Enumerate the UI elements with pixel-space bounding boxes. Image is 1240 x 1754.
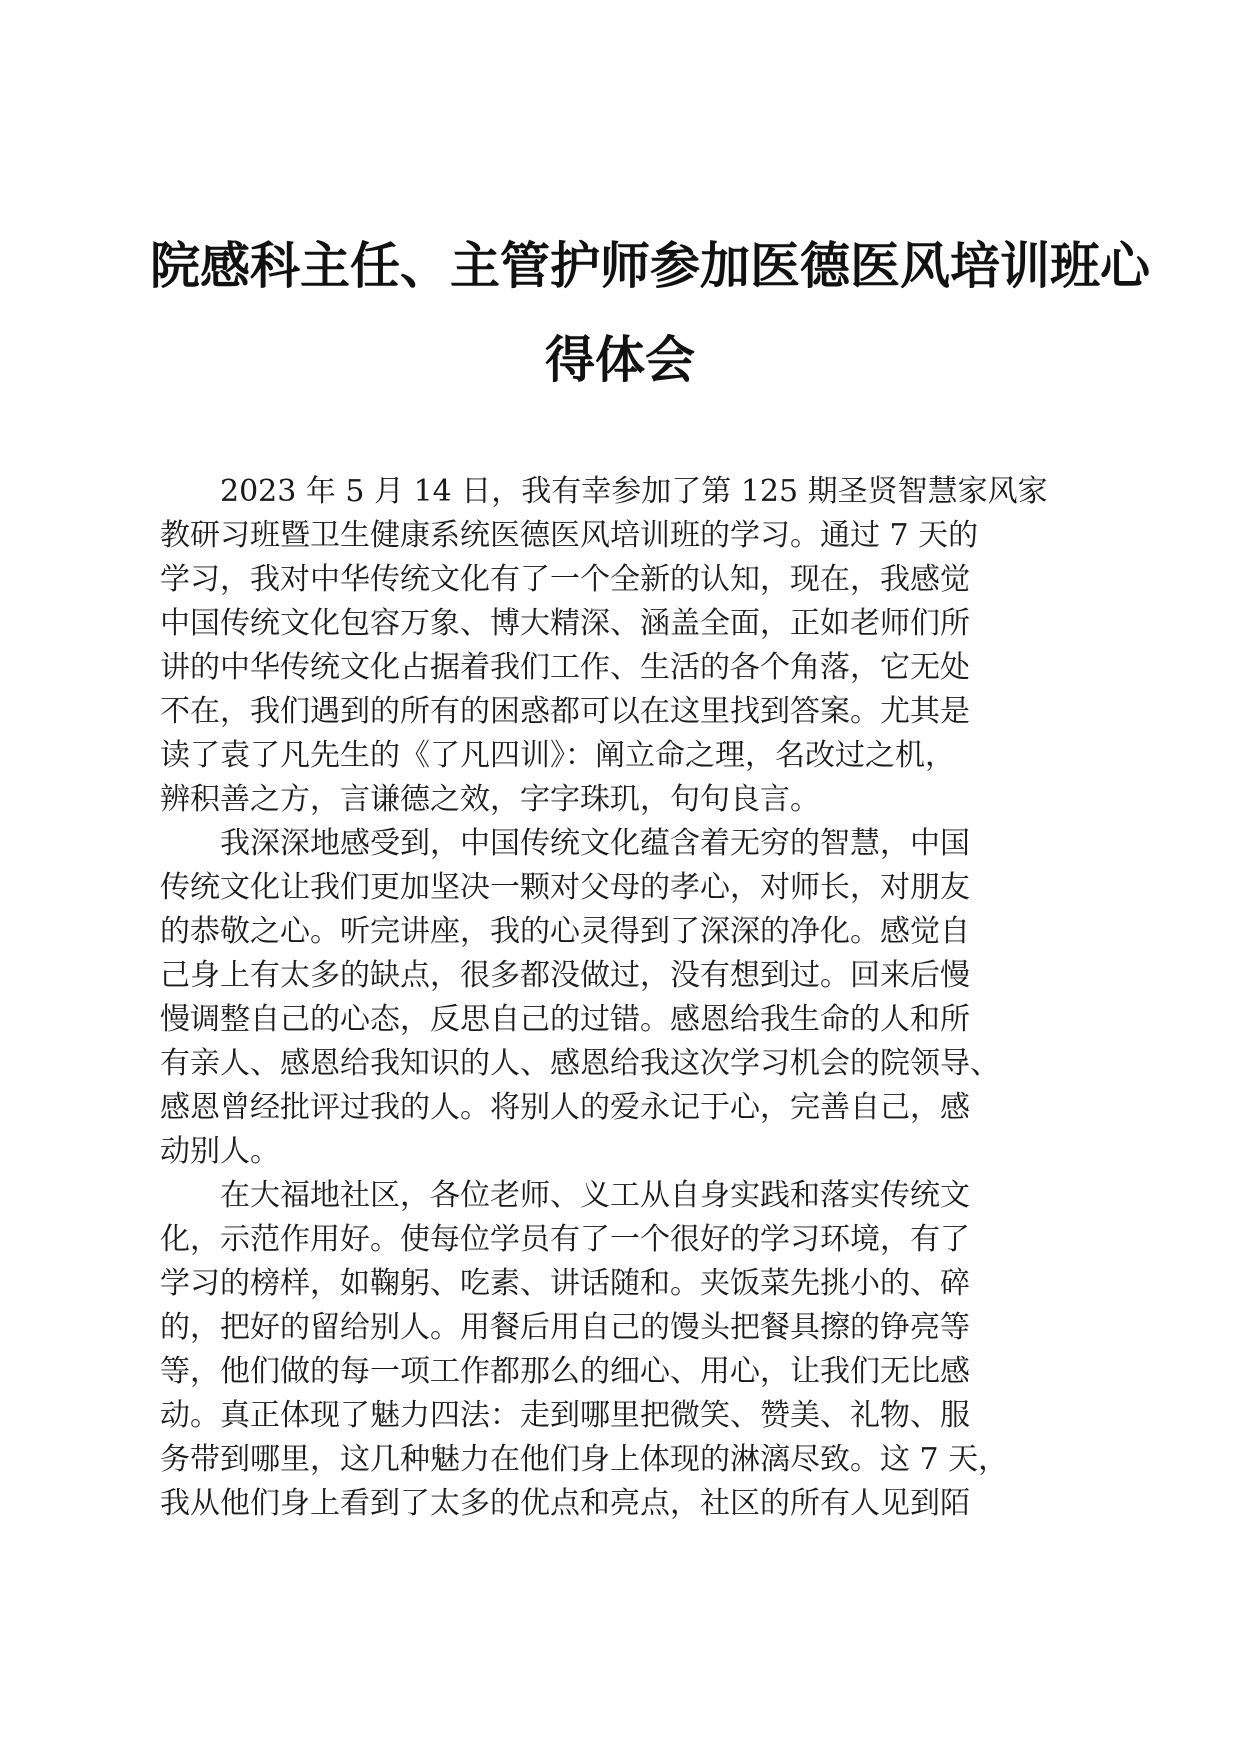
paragraph-2-line-5: 慢调整自己的心态，反思自己的过错。感恩给我生命的人和所 (160, 1002, 970, 1037)
paragraph-3-line-8: 我从他们身上看到了太多的优点和亮点，社区的所有人见到陌 (160, 1486, 970, 1521)
paragraph-2-line-3: 的恭敬之心。听完讲座，我的心灵得到了深深的净化。感觉自 (160, 914, 970, 949)
paragraph-1-line-7: 读了袁了凡先生的《了凡四训》：阐立命之理，名改过之机， (160, 738, 955, 773)
paragraph-3-line-7: 务带到哪里，这几种魅力在他们身上体现的淋漓尽致。这 7 天， (160, 1442, 1009, 1477)
document-title-line-2: 得体会 (545, 330, 695, 389)
paragraph-2-line-8: 动别人。 (160, 1134, 280, 1169)
paragraph-3-line-6: 动。真正体现了魅力四法：走到哪里把微笑、赞美、礼物、服 (160, 1398, 970, 1433)
paragraph-1-line-4: 中国传统文化包容万象、博大精深、涵盖全面，正如老师们所 (160, 606, 970, 641)
paragraph-3-line-2: 化，示范作用好。使每位学员有了一个很好的学习环境，有了 (160, 1222, 970, 1257)
document-title-line-1: 院感科主任、主管护师参加医德医风培训班心 (150, 236, 1150, 295)
paragraph-1-line-3: 学习，我对中华传统文化有了一个全新的认知，现在，我感觉 (160, 562, 970, 597)
paragraph-2-line-6: 有亲人、感恩给我知识的人、感恩给我这次学习机会的院领导、 (160, 1046, 1000, 1081)
paragraph-1-line-6: 不在，我们遇到的所有的困惑都可以在这里找到答案。尤其是 (160, 694, 970, 729)
document-body (160, 470, 1080, 1526)
paragraph-1-line-1: 2023 年 5 月 14 日，我有幸参加了第 125 期圣贤智慧家风家 (220, 474, 1048, 509)
paragraph-2-line-2: 传统文化让我们更加坚决一颗对父母的孝心，对师长，对朋友 (160, 870, 970, 905)
paragraph-2-line-4: 己身上有太多的缺点，很多都没做过，没有想到过。回来后慢 (160, 958, 970, 993)
paragraph-3-line-4: 的，把好的留给别人。用餐后用自己的馒头把餐具擦的铮亮等 (160, 1310, 970, 1345)
paragraph-3-line-1: 在大福地社区，各位老师、义工从自身实践和落实传统文 (220, 1178, 970, 1213)
paragraph-2-line-7: 感恩曾经批评过我的人。将别人的爱永记于心，完善自己，感 (160, 1090, 970, 1125)
paragraph-3-line-5: 等，他们做的每一项工作都那么的细心、用心，让我们无比感 (160, 1354, 970, 1389)
paragraph-1-line-5: 讲的中华传统文化占据着我们工作、生活的各个角落，它无处 (160, 650, 970, 685)
paragraph-3-line-3: 学习的榜样，如鞠躬、吃素、讲话随和。夹饭菜先挑小的、碎 (160, 1266, 970, 1301)
paragraph-1-line-2: 教研习班暨卫生健康系统医德医风培训班的学习。通过 7 天的 (160, 518, 979, 553)
paragraph-1-line-8: 辨积善之方，言谦德之效，字字珠玑，句句良言。 (160, 782, 820, 817)
paragraph-2-line-1: 我深深地感受到，中国传统文化蕴含着无穷的智慧，中国 (220, 826, 970, 861)
